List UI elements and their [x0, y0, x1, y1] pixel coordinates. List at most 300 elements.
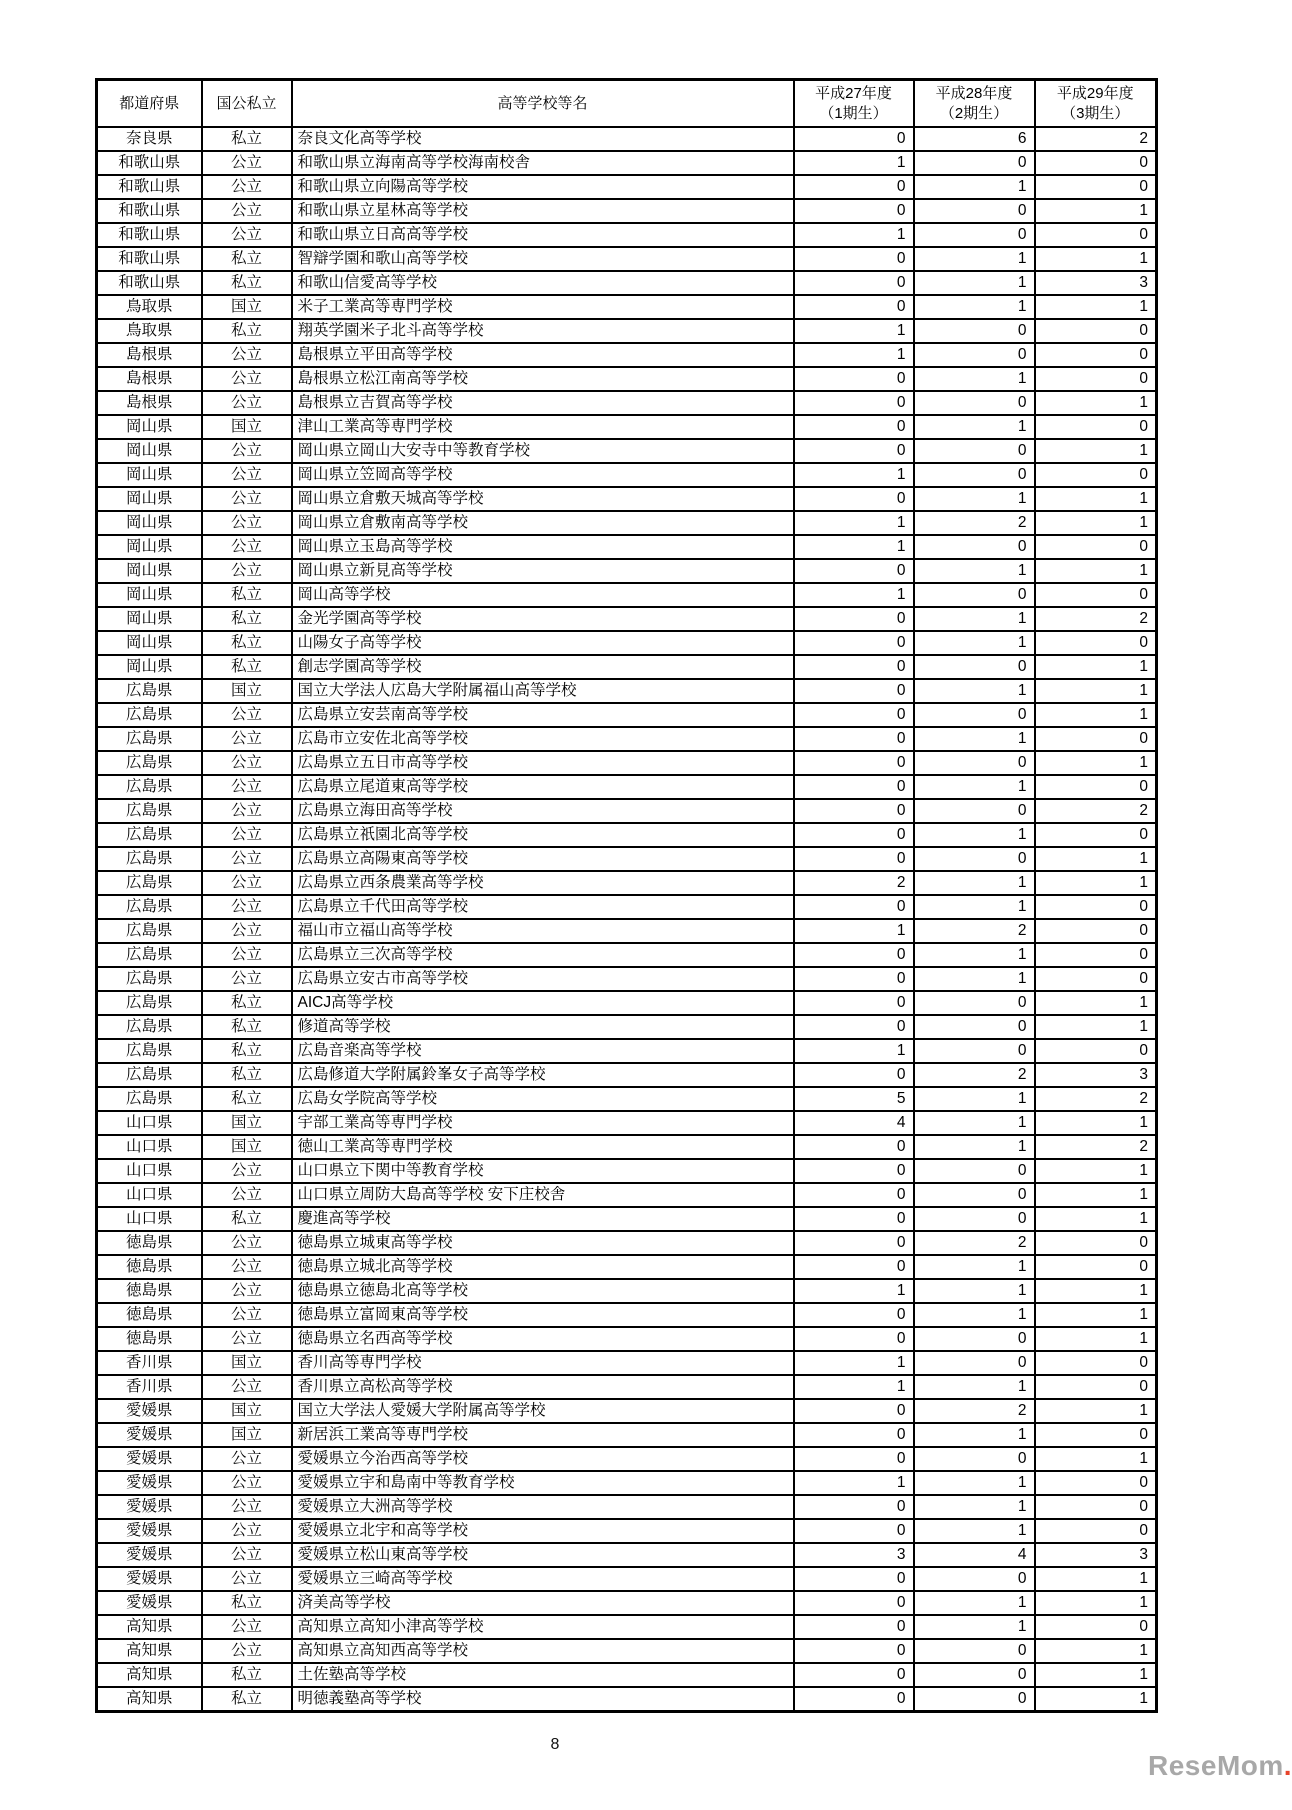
prefecture-cell: 愛媛県	[97, 1495, 202, 1519]
school-type-cell: 私立	[202, 1015, 292, 1039]
table-row	[97, 943, 1157, 967]
h28-value-cell: 0	[914, 1447, 1035, 1471]
h28-value-cell: 1	[914, 727, 1035, 751]
table-row	[97, 1303, 1157, 1327]
h27-value-cell: 0	[794, 1423, 914, 1447]
prefecture-cell: 徳島県	[97, 1303, 202, 1327]
h29-value-cell: 1	[1035, 511, 1157, 535]
h29-value-cell: 0	[1035, 967, 1157, 991]
h28-value-cell: 1	[914, 1135, 1035, 1159]
h29-value-cell: 1	[1035, 487, 1157, 511]
school-name-cell: 米子工業高等専門学校	[292, 295, 794, 319]
school-name-cell: 奈良文化高等学校	[292, 127, 794, 151]
school-type-cell: 公立	[202, 1375, 292, 1399]
h27-value-cell: 1	[794, 583, 914, 607]
h29-value-cell: 1	[1035, 1159, 1157, 1183]
h29-value-cell: 0	[1035, 919, 1157, 943]
school-type-cell: 公立	[202, 919, 292, 943]
h29-value-cell: 1	[1035, 703, 1157, 727]
h28-value-cell: 2	[914, 919, 1035, 943]
table-row	[97, 1375, 1157, 1399]
h28-value-cell: 1	[914, 415, 1035, 439]
school-type-cell: 公立	[202, 751, 292, 775]
school-name-cell: 広島県立五日市高等学校	[292, 751, 794, 775]
h27-value-cell: 0	[794, 1255, 914, 1279]
school-type-cell: 公立	[202, 1159, 292, 1183]
h29-value-cell: 0	[1035, 175, 1157, 199]
h27-value-cell: 0	[794, 271, 914, 295]
prefecture-cell: 岡山県	[97, 439, 202, 463]
h29-value-cell: 1	[1035, 559, 1157, 583]
h28-value-cell: 0	[914, 391, 1035, 415]
h27-value-cell: 0	[794, 655, 914, 679]
school-type-cell: 公立	[202, 1519, 292, 1543]
header-h27	[794, 80, 914, 128]
table-row	[97, 751, 1157, 775]
school-name-cell: 香川高等専門学校	[292, 1351, 794, 1375]
school-name-cell: 愛媛県立松山東高等学校	[292, 1543, 794, 1567]
h27-value-cell: 0	[794, 727, 914, 751]
school-name-cell: 和歌山県立海南高等学校海南校舎	[292, 151, 794, 175]
h27-value-cell: 0	[794, 199, 914, 223]
h29-value-cell: 1	[1035, 1207, 1157, 1231]
h29-value-cell: 0	[1035, 1423, 1157, 1447]
school-name-cell: 和歌山県立星林高等学校	[292, 199, 794, 223]
table-row	[97, 919, 1157, 943]
h28-value-cell: 0	[914, 991, 1035, 1015]
prefecture-cell: 愛媛県	[97, 1519, 202, 1543]
school-type-cell: 公立	[202, 559, 292, 583]
table-row	[97, 895, 1157, 919]
h28-value-cell: 1	[914, 271, 1035, 295]
school-name-cell: 和歌山県立日高高等学校	[292, 223, 794, 247]
h27-value-cell: 0	[794, 1663, 914, 1687]
school-type-cell: 国立	[202, 1423, 292, 1447]
school-name-cell: 金光学園高等学校	[292, 607, 794, 631]
school-name-cell: 愛媛県立今治西高等学校	[292, 1447, 794, 1471]
h29-value-cell: 2	[1035, 127, 1157, 151]
school-type-cell: 公立	[202, 367, 292, 391]
school-type-cell: 公立	[202, 1639, 292, 1663]
h27-value-cell: 0	[794, 1303, 914, 1327]
school-type-cell: 公立	[202, 775, 292, 799]
prefecture-cell: 広島県	[97, 1015, 202, 1039]
prefecture-cell: 山口県	[97, 1183, 202, 1207]
h27-value-cell: 1	[794, 1375, 914, 1399]
header-prefecture-label: 都道府県	[119, 94, 180, 112]
prefecture-cell: 愛媛県	[97, 1591, 202, 1615]
school-type-cell: 公立	[202, 175, 292, 199]
table-row	[97, 1519, 1157, 1543]
h27-value-cell: 0	[794, 127, 914, 151]
school-type-cell: 私立	[202, 1687, 292, 1712]
header-school-name	[292, 80, 794, 128]
school-type-cell: 私立	[202, 631, 292, 655]
table-row	[97, 655, 1157, 679]
prefecture-cell: 広島県	[97, 751, 202, 775]
school-type-cell: 私立	[202, 1591, 292, 1615]
h28-value-cell: 1	[914, 1279, 1035, 1303]
watermark-dot: .	[1283, 1750, 1292, 1781]
h28-value-cell: 0	[914, 1039, 1035, 1063]
school-type-cell: 私立	[202, 583, 292, 607]
h27-value-cell: 0	[794, 823, 914, 847]
school-name-cell: 徳島県立徳島北高等学校	[292, 1279, 794, 1303]
school-name-cell: 愛媛県立北宇和高等学校	[292, 1519, 794, 1543]
school-type-cell: 公立	[202, 391, 292, 415]
school-name-cell: 創志学園高等学校	[292, 655, 794, 679]
h28-value-cell: 1	[914, 295, 1035, 319]
table-row	[97, 1255, 1157, 1279]
school-type-cell: 公立	[202, 703, 292, 727]
school-type-cell: 公立	[202, 895, 292, 919]
school-type-cell: 私立	[202, 247, 292, 271]
table-row	[97, 1567, 1157, 1591]
h27-value-cell: 0	[794, 1639, 914, 1663]
h27-value-cell: 1	[794, 1039, 914, 1063]
h29-value-cell: 1	[1035, 1183, 1157, 1207]
h29-value-cell: 0	[1035, 631, 1157, 655]
h29-value-cell: 1	[1035, 1015, 1157, 1039]
h28-value-cell: 0	[914, 535, 1035, 559]
h29-value-cell: 0	[1035, 319, 1157, 343]
table-row	[97, 319, 1157, 343]
h28-value-cell: 0	[914, 847, 1035, 871]
school-type-cell: 私立	[202, 655, 292, 679]
h27-value-cell: 0	[794, 559, 914, 583]
h28-value-cell: 1	[914, 559, 1035, 583]
prefecture-cell: 岡山県	[97, 487, 202, 511]
h28-value-cell: 1	[914, 1375, 1035, 1399]
h29-value-cell: 0	[1035, 727, 1157, 751]
prefecture-cell: 和歌山県	[97, 247, 202, 271]
h27-value-cell: 0	[794, 1135, 914, 1159]
table-row	[97, 1615, 1157, 1639]
h27-value-cell: 1	[794, 319, 914, 343]
prefecture-cell: 広島県	[97, 919, 202, 943]
school-type-cell: 公立	[202, 1255, 292, 1279]
school-type-cell: 公立	[202, 223, 292, 247]
h29-value-cell: 1	[1035, 1111, 1157, 1135]
prefecture-cell: 愛媛県	[97, 1399, 202, 1423]
table-row	[97, 679, 1157, 703]
school-type-cell: 私立	[202, 319, 292, 343]
h27-value-cell: 0	[794, 1399, 914, 1423]
h28-value-cell: 1	[914, 175, 1035, 199]
school-name-cell: 広島県立高陽東高等学校	[292, 847, 794, 871]
school-type-cell: 公立	[202, 1495, 292, 1519]
h27-value-cell: 0	[794, 967, 914, 991]
h27-value-cell: 1	[794, 1279, 914, 1303]
h28-value-cell: 0	[914, 655, 1035, 679]
school-name-cell: 済美高等学校	[292, 1591, 794, 1615]
h27-value-cell: 0	[794, 679, 914, 703]
h28-value-cell: 6	[914, 127, 1035, 151]
prefecture-cell: 岡山県	[97, 511, 202, 535]
prefecture-cell: 和歌山県	[97, 199, 202, 223]
h28-value-cell: 1	[914, 1111, 1035, 1135]
table-row	[97, 1591, 1157, 1615]
h29-value-cell: 3	[1035, 1543, 1157, 1567]
h29-value-cell: 0	[1035, 895, 1157, 919]
school-name-cell: 徳山工業高等専門学校	[292, 1135, 794, 1159]
prefecture-cell: 愛媛県	[97, 1567, 202, 1591]
h29-value-cell: 0	[1035, 1495, 1157, 1519]
prefecture-cell: 愛媛県	[97, 1543, 202, 1567]
school-type-cell: 公立	[202, 463, 292, 487]
h27-value-cell: 0	[794, 247, 914, 271]
table-row	[97, 847, 1157, 871]
school-type-cell: 公立	[202, 1471, 292, 1495]
school-results-table	[95, 78, 1158, 1713]
school-name-cell: 国立大学法人愛媛大学附属高等学校	[292, 1399, 794, 1423]
h28-value-cell: 1	[914, 1615, 1035, 1639]
school-type-cell: 公立	[202, 1615, 292, 1639]
table-row	[97, 823, 1157, 847]
table-row	[97, 1423, 1157, 1447]
h27-value-cell: 0	[794, 175, 914, 199]
school-name-cell: 岡山県立笠岡高等学校	[292, 463, 794, 487]
school-name-cell: 国立大学法人広島大学附属福山高等学校	[292, 679, 794, 703]
h29-value-cell: 1	[1035, 1567, 1157, 1591]
h28-value-cell: 1	[914, 871, 1035, 895]
h29-value-cell: 1	[1035, 247, 1157, 271]
h27-value-cell: 0	[794, 1159, 914, 1183]
school-name-cell: 広島県立海田高等学校	[292, 799, 794, 823]
table-row	[97, 631, 1157, 655]
h28-value-cell: 1	[914, 1087, 1035, 1111]
school-name-cell: 広島県立千代田高等学校	[292, 895, 794, 919]
h28-value-cell: 0	[914, 463, 1035, 487]
h28-value-cell: 1	[914, 487, 1035, 511]
prefecture-cell: 徳島県	[97, 1231, 202, 1255]
school-name-cell: 徳島県立城北高等学校	[292, 1255, 794, 1279]
prefecture-cell: 広島県	[97, 679, 202, 703]
table-row	[97, 1639, 1157, 1663]
school-name-cell: 岡山県立岡山大安寺中等教育学校	[292, 439, 794, 463]
header-h29-sublabel: （3期生）	[1061, 104, 1130, 122]
h27-value-cell: 1	[794, 1471, 914, 1495]
school-type-cell: 公立	[202, 439, 292, 463]
h27-value-cell: 1	[794, 223, 914, 247]
school-type-cell: 公立	[202, 1543, 292, 1567]
h28-value-cell: 1	[914, 967, 1035, 991]
prefecture-cell: 広島県	[97, 847, 202, 871]
h27-value-cell: 0	[794, 1207, 914, 1231]
prefecture-cell: 和歌山県	[97, 175, 202, 199]
h29-value-cell: 1	[1035, 199, 1157, 223]
h28-value-cell: 1	[914, 895, 1035, 919]
h28-value-cell: 2	[914, 511, 1035, 535]
prefecture-cell: 徳島県	[97, 1255, 202, 1279]
prefecture-cell: 岡山県	[97, 631, 202, 655]
school-type-cell: 公立	[202, 1279, 292, 1303]
h29-value-cell: 0	[1035, 1351, 1157, 1375]
school-name-cell: 津山工業高等専門学校	[292, 415, 794, 439]
h27-value-cell: 1	[794, 1351, 914, 1375]
school-type-cell: 国立	[202, 1111, 292, 1135]
h28-value-cell: 1	[914, 1423, 1035, 1447]
school-name-cell: 岡山県立倉敷南高等学校	[292, 511, 794, 535]
h29-value-cell: 1	[1035, 991, 1157, 1015]
prefecture-cell: 高知県	[97, 1687, 202, 1712]
h28-value-cell: 0	[914, 151, 1035, 175]
table-row	[97, 391, 1157, 415]
school-name-cell: AICJ高等学校	[292, 991, 794, 1015]
h28-value-cell: 0	[914, 223, 1035, 247]
h29-value-cell: 0	[1035, 223, 1157, 247]
prefecture-cell: 愛媛県	[97, 1471, 202, 1495]
school-type-cell: 公立	[202, 871, 292, 895]
school-type-cell: 私立	[202, 1087, 292, 1111]
school-type-cell: 公立	[202, 1303, 292, 1327]
school-name-cell: 広島女学院高等学校	[292, 1087, 794, 1111]
prefecture-cell: 山口県	[97, 1159, 202, 1183]
h29-value-cell: 1	[1035, 1327, 1157, 1351]
h29-value-cell: 1	[1035, 295, 1157, 319]
school-type-cell: 国立	[202, 1399, 292, 1423]
h28-value-cell: 0	[914, 1567, 1035, 1591]
h27-value-cell: 0	[794, 1687, 914, 1712]
table-body	[97, 127, 1157, 1712]
school-type-cell: 公立	[202, 511, 292, 535]
table-row	[97, 1207, 1157, 1231]
h28-value-cell: 0	[914, 199, 1035, 223]
h28-value-cell: 0	[914, 703, 1035, 727]
h29-value-cell: 0	[1035, 1375, 1157, 1399]
watermark-text: ReseMom	[1148, 1750, 1284, 1781]
school-type-cell: 公立	[202, 823, 292, 847]
school-name-cell: 新居浜工業高等専門学校	[292, 1423, 794, 1447]
h28-value-cell: 0	[914, 751, 1035, 775]
table-row	[97, 1279, 1157, 1303]
school-name-cell: 宇部工業高等専門学校	[292, 1111, 794, 1135]
school-type-cell: 公立	[202, 199, 292, 223]
table-row	[97, 463, 1157, 487]
h27-value-cell: 0	[794, 367, 914, 391]
prefecture-cell: 徳島県	[97, 1327, 202, 1351]
prefecture-cell: 広島県	[97, 871, 202, 895]
h28-value-cell: 0	[914, 1639, 1035, 1663]
school-name-cell: 翔英学園米子北斗高等学校	[292, 319, 794, 343]
h28-value-cell: 0	[914, 1207, 1035, 1231]
h27-value-cell: 0	[794, 847, 914, 871]
h29-value-cell: 2	[1035, 1087, 1157, 1111]
h27-value-cell: 0	[794, 751, 914, 775]
h27-value-cell: 0	[794, 415, 914, 439]
table-row	[97, 1495, 1157, 1519]
school-type-cell: 公立	[202, 535, 292, 559]
prefecture-cell: 広島県	[97, 1063, 202, 1087]
h27-value-cell: 0	[794, 1231, 914, 1255]
h28-value-cell: 1	[914, 1471, 1035, 1495]
h29-value-cell: 1	[1035, 1303, 1157, 1327]
header-h28-sublabel: （2期生）	[939, 104, 1009, 122]
prefecture-cell: 愛媛県	[97, 1423, 202, 1447]
header-school-type-label: 国公私立	[216, 94, 277, 112]
school-name-cell: 土佐塾高等学校	[292, 1663, 794, 1687]
h29-value-cell: 1	[1035, 439, 1157, 463]
prefecture-cell: 島根県	[97, 391, 202, 415]
table-row	[97, 367, 1157, 391]
h27-value-cell: 1	[794, 919, 914, 943]
prefecture-cell: 広島県	[97, 1087, 202, 1111]
table-row	[97, 559, 1157, 583]
header-h28	[914, 80, 1035, 128]
table-row	[97, 991, 1157, 1015]
school-name-cell: 徳島県立城東高等学校	[292, 1231, 794, 1255]
table-row	[97, 727, 1157, 751]
school-type-cell: 公立	[202, 1567, 292, 1591]
prefecture-cell: 高知県	[97, 1639, 202, 1663]
school-type-cell: 国立	[202, 415, 292, 439]
school-name-cell: 岡山県立玉島高等学校	[292, 535, 794, 559]
school-name-cell: 智辯学園和歌山高等学校	[292, 247, 794, 271]
h27-value-cell: 0	[794, 1591, 914, 1615]
h27-value-cell: 1	[794, 343, 914, 367]
school-name-cell: 香川県立高松高等学校	[292, 1375, 794, 1399]
h29-value-cell: 0	[1035, 1615, 1157, 1639]
h29-value-cell: 1	[1035, 1279, 1157, 1303]
h28-value-cell: 2	[914, 1231, 1035, 1255]
table-row	[97, 1327, 1157, 1351]
table-row	[97, 343, 1157, 367]
header-school-name-label: 高等学校等名	[497, 94, 588, 112]
h27-value-cell: 0	[794, 1327, 914, 1351]
h29-value-cell: 0	[1035, 535, 1157, 559]
school-name-cell: 明徳義塾高等学校	[292, 1687, 794, 1712]
h27-value-cell: 0	[794, 439, 914, 463]
h28-value-cell: 0	[914, 1351, 1035, 1375]
table-row	[97, 1351, 1157, 1375]
school-type-cell: 公立	[202, 967, 292, 991]
table-row	[97, 223, 1157, 247]
prefecture-cell: 愛媛県	[97, 1447, 202, 1471]
h29-value-cell: 0	[1035, 343, 1157, 367]
h28-value-cell: 1	[914, 1303, 1035, 1327]
school-type-cell: 公立	[202, 799, 292, 823]
h27-value-cell: 3	[794, 1543, 914, 1567]
h28-value-cell: 1	[914, 1591, 1035, 1615]
h27-value-cell: 1	[794, 511, 914, 535]
h27-value-cell: 0	[794, 703, 914, 727]
page-number: 8	[550, 1736, 560, 1753]
h28-value-cell: 1	[914, 1495, 1035, 1519]
h29-value-cell: 1	[1035, 679, 1157, 703]
h28-value-cell: 1	[914, 367, 1035, 391]
h28-value-cell: 0	[914, 1687, 1035, 1712]
h27-value-cell: 0	[794, 1495, 914, 1519]
h29-value-cell: 2	[1035, 1135, 1157, 1159]
h27-value-cell: 1	[794, 535, 914, 559]
prefecture-cell: 広島県	[97, 727, 202, 751]
school-name-cell: 広島県立安芸南高等学校	[292, 703, 794, 727]
h29-value-cell: 2	[1035, 607, 1157, 631]
h27-value-cell: 0	[794, 295, 914, 319]
h29-value-cell: 1	[1035, 1399, 1157, 1423]
h27-value-cell: 0	[794, 895, 914, 919]
header-h29	[1035, 80, 1157, 128]
table-row	[97, 1183, 1157, 1207]
h27-value-cell: 0	[794, 607, 914, 631]
h28-value-cell: 0	[914, 319, 1035, 343]
h28-value-cell: 1	[914, 775, 1035, 799]
h28-value-cell: 2	[914, 1399, 1035, 1423]
header-h28-label: 平成28年度	[935, 85, 1013, 103]
prefecture-cell: 山口県	[97, 1135, 202, 1159]
prefecture-cell: 岡山県	[97, 535, 202, 559]
h29-value-cell: 0	[1035, 367, 1157, 391]
